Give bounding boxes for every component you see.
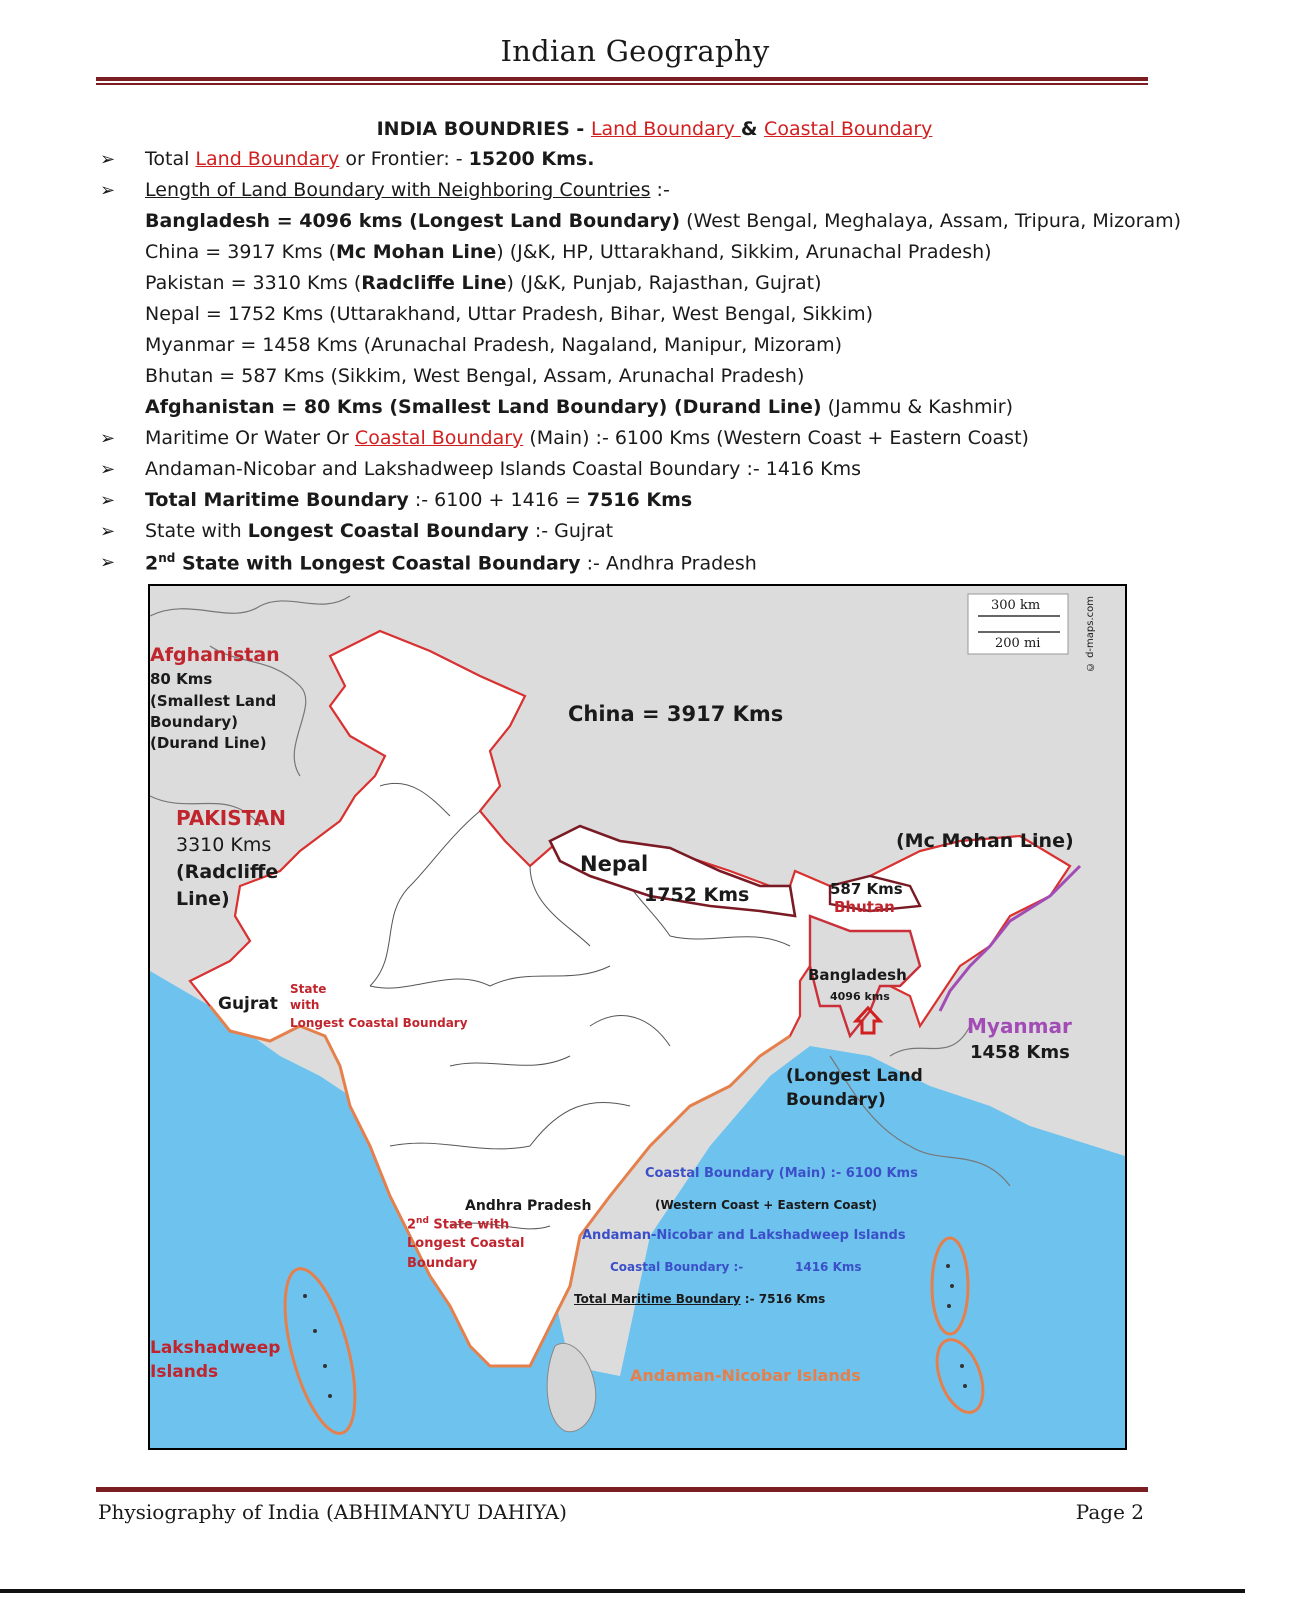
- footer-rule: [96, 1487, 1148, 1492]
- label-lakshadweep2: Islands: [150, 1362, 219, 1382]
- bullet-icon: ➢: [100, 490, 116, 511]
- bullet-icon: ➢: [100, 180, 116, 201]
- label-afg-note2: Boundary): [150, 713, 238, 731]
- line-second-state: 2nd State with Longest Coastal Boundary :- Andhra Pradesh: [145, 551, 757, 575]
- land-boundary-link[interactable]: Land Boundary: [195, 148, 340, 170]
- line-bhutan: Bhutan = 587 Kms (Sikkim, West Bengal, Assam, Arunachal Pradesh): [145, 365, 805, 387]
- map-credit: © d-maps.com: [1085, 596, 1096, 673]
- line-china: China = 3917 Kms (Mc Mohan Line) (J&K, HP, Uttarakhand, Sikkim, Arunachal Pradesh): [145, 241, 992, 263]
- label-bangladesh: Bangladesh: [808, 966, 907, 984]
- label-longest1: (Longest Land: [786, 1066, 923, 1086]
- label-afghanistan: Afghanistan: [150, 644, 280, 666]
- scale-mi-label: 200 mi: [995, 636, 1041, 651]
- coastal-boundary-link[interactable]: Coastal Boundary: [354, 427, 524, 449]
- line-longest-state: State with Longest Coastal Boundary :- Gujrat: [145, 520, 614, 542]
- label-gujrat-long: Longest Coastal Boundary: [290, 1016, 468, 1030]
- line-myanmar: Myanmar = 1458 Kms (Arunachal Pradesh, Nagaland, Manipur, Mizoram): [145, 334, 842, 356]
- label-ap-line3: Boundary: [407, 1256, 478, 1271]
- label-andaman: Andaman-Nicobar Islands: [630, 1366, 861, 1385]
- header-rule-thin: [96, 83, 1148, 85]
- header-rule-thick: [96, 77, 1148, 81]
- label-islands-line: Andaman-Nicobar and Lakshadweep Islands: [582, 1228, 906, 1243]
- line-total-maritime: Total Maritime Boundary :- 6100 + 1416 = 7516 Kms: [145, 489, 693, 511]
- label-andhra: Andhra Pradesh: [465, 1198, 592, 1214]
- heading-text: INDIA BOUNDRIES -: [376, 118, 591, 140]
- label-total: Total Maritime Boundary :- 7516 Kms: [574, 1292, 826, 1306]
- label-gujrat: Gujrat: [218, 994, 278, 1014]
- line-pakistan: Pakistan = 3310 Kms (Radcliffe Line) (J&K, Punjab, Rajasthan, Gujrat): [145, 272, 822, 294]
- label-bhutan: Bhutan: [834, 898, 895, 916]
- label-longest2: Boundary): [786, 1090, 886, 1110]
- page-header-title: Indian Geography: [500, 34, 770, 68]
- label-lakshadweep1: Lakshadweep: [150, 1338, 281, 1358]
- label-nepal: Nepal: [580, 852, 649, 876]
- label-afg-note1: (Smallest Land: [150, 692, 277, 710]
- bullet-icon: ➢: [100, 149, 116, 170]
- label-coast-paren: (Western Coast + Eastern Coast): [655, 1198, 877, 1212]
- label-nepal-kms: 1752 Kms: [644, 884, 750, 906]
- label-mcmohan: (Mc Mohan Line): [896, 830, 1074, 852]
- label-afg-kms: 80 Kms: [150, 670, 213, 688]
- line-total-land: Total Land Boundary or Frontier: - 15200 Kms.: [145, 148, 595, 170]
- label-pakistan: PAKISTAN: [176, 806, 286, 830]
- label-gujrat-with: with: [290, 998, 320, 1012]
- sri-lanka: [547, 1343, 596, 1431]
- label-islands-cb: Coastal Boundary :-: [610, 1260, 744, 1274]
- label-pak-line1: (Radcliffe: [176, 861, 279, 883]
- label-afg-note3: (Durand Line): [150, 734, 267, 752]
- heading-coastal-link[interactable]: Coastal Boundary: [764, 118, 933, 140]
- heading-land-link[interactable]: Land Boundary: [590, 118, 741, 140]
- section-heading: [0, 118, 1309, 140]
- label-pak-line2: Line): [176, 888, 230, 910]
- label-pak-kms: 3310 Kms: [176, 834, 272, 856]
- line-afghanistan: Afghanistan = 80 Kms (Smallest Land Boundary) (Durand Line) (Jammu & Kashmir): [145, 396, 1013, 418]
- bullet-icon: ➢: [100, 428, 116, 449]
- bullet-icon: ➢: [100, 552, 116, 573]
- line-islands: Andaman-Nicobar and Lakshadweep Islands Coastal Boundary :- 1416 Kms: [145, 458, 861, 480]
- label-ap-line1: 2nd State with: [407, 1216, 510, 1233]
- footer-page-number: Page 2: [1075, 1500, 1144, 1524]
- footer-left: Physiography of India (ABHIMANYU DAHIYA): [98, 1500, 567, 1524]
- label-myanmar-kms: 1458 Kms: [970, 1042, 1070, 1063]
- label-china: China = 3917 Kms: [568, 702, 784, 726]
- label-ap-line2: Longest Coastal: [407, 1236, 525, 1251]
- scale-km-label: 300 km: [991, 598, 1041, 613]
- bullet-icon: ➢: [100, 521, 116, 542]
- label-bangladesh-kms: 4096 kms: [830, 990, 890, 1003]
- india-boundary-map: [148, 584, 1127, 1450]
- heading-amp: &: [740, 118, 765, 140]
- label-coast-main: Coastal Boundary (Main) :- 6100 Kms: [645, 1166, 918, 1181]
- line-length-heading: Length of Land Boundary with Neighboring Countries :-: [145, 179, 670, 201]
- bullet-icon: ➢: [100, 459, 116, 480]
- bottom-divider: [0, 1589, 1245, 1593]
- label-islands-kms: 1416 Kms: [795, 1260, 862, 1274]
- label-bhutan-kms: 587 Kms: [830, 880, 903, 898]
- line-bangladesh: Bangladesh = 4096 kms (Longest Land Boundary) (West Bengal, Meghalaya, Assam, Tripura, Mizoram): [145, 210, 1182, 232]
- line-maritime: Maritime Or Water Or Coastal Boundary (Main) :- 6100 Kms (Western Coast + Eastern Coast): [145, 427, 1029, 449]
- label-myanmar: Myanmar: [967, 1014, 1072, 1038]
- line-nepal: Nepal = 1752 Kms (Uttarakhand, Uttar Pradesh, Bihar, West Bengal, Sikkim): [145, 303, 874, 325]
- label-gujrat-state: State: [290, 982, 327, 996]
